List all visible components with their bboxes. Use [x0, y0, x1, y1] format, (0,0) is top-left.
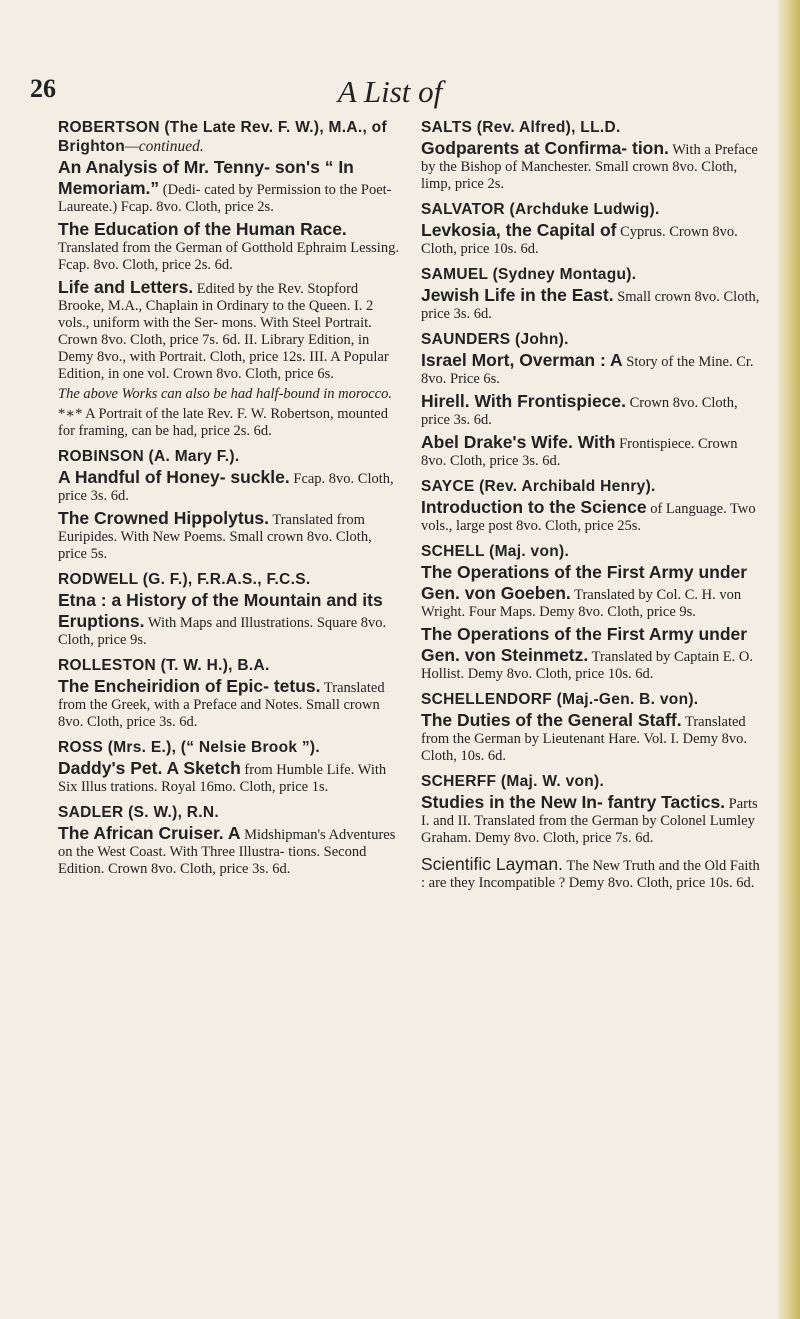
catalogue-entry [58, 656, 402, 731]
author-heading [58, 656, 402, 675]
book-listing [421, 710, 765, 765]
book-details: Small crown 8vo. Cloth, price 3s. 6d. [421, 289, 760, 322]
book-details: Fcap. 8vo. Cloth, price 3s. 6d. [58, 471, 394, 504]
catalogue-entry [421, 477, 765, 535]
catalogue-entry [58, 803, 402, 878]
book-listing [58, 157, 402, 216]
author-heading [58, 118, 402, 156]
book-listing [421, 285, 765, 323]
book-details: of Language. Two vols., large post 8vo. Cloth, price 25s. [421, 501, 756, 534]
catalogue-entry [421, 330, 765, 470]
book-title: Jewish Life in the East. [421, 285, 614, 305]
book-listing [421, 624, 765, 683]
book-details: With a Preface by the Bishop of Manchester. Small crown 8vo. Cloth, limp, price 2s. [421, 142, 758, 192]
book-details: from Humble Life. With Six Illus trations. Royal 16mo. Cloth, price 1s. [58, 762, 387, 795]
book-title: Introduction to the Science [421, 497, 647, 517]
author-name: ROSS (Mrs. E.), (“ Nelsie Brook ”). [58, 739, 320, 756]
book-details: Cyprus. Crown 8vo. Cloth, price 10s. 6d. [421, 224, 738, 257]
catalogue-entry [58, 118, 402, 440]
author-name: ROBINSON (A. Mary F.). [58, 448, 240, 465]
book-details: Translated from the German by Lieutenant Hare. Vol. I. Demy 8vo. Cloth, 10s. 6d. [421, 714, 748, 764]
author-heading [421, 690, 765, 709]
book-listing [421, 792, 765, 847]
author-name: SADLER (S. W.), R.N. [58, 804, 219, 821]
author-name: ROBERTSON (The Late Rev. F. W.), M.A., of Brighton [58, 119, 387, 155]
book-details: With Maps and Illustrations. Square 8vo. Cloth, price 9s. [58, 615, 387, 648]
book-listing [421, 138, 765, 193]
author-heading [421, 330, 765, 349]
book-title: Scientific Layman. [421, 854, 564, 874]
book-details: (Dedi- cated by Permission to the Poet- Laureate.) Fcap. 8vo. Cloth, price 2s. [58, 182, 392, 215]
book-title: Life and Letters. [58, 277, 194, 297]
author-name: SCHELLENDORF (Maj.-Gen. B. von). [421, 691, 699, 708]
author-name: SALVATOR (Archduke Ludwig). [421, 201, 660, 218]
author-heading [421, 118, 765, 137]
book-details: Story of the Mine. Cr. 8vo. Price 6s. [421, 354, 754, 387]
page-number: 26 [30, 74, 56, 103]
book-details: The New Truth and the Old Faith : are they Incompatible ? Demy 8vo. Cloth, price 10s. 6d. [421, 858, 760, 891]
entry-note: The above Works can also be had half-bound in morocco. [58, 386, 392, 402]
book-details: Translated by Col. C. H. von Wright. Four Maps. Demy 8vo. Cloth, price 9s. [421, 587, 742, 620]
catalogue-entry [421, 690, 765, 765]
book-listing [421, 350, 765, 388]
author-name: SCHELL (Maj. von). [421, 543, 570, 560]
author-heading [58, 738, 402, 757]
author-heading [421, 542, 765, 561]
book-title: The Encheiridion of Epic- tetus. [58, 676, 321, 696]
book-listing [421, 391, 765, 429]
book-listing [421, 562, 765, 621]
author-name: SAYCE (Rev. Archibald Henry). [421, 478, 656, 495]
author-name: SAMUEL (Sydney Montagu). [421, 266, 637, 283]
book-title: Israel Mort, Overman : A [421, 350, 623, 370]
continued-label: —continued. [124, 138, 204, 155]
book-listing [58, 590, 402, 649]
catalogue-entry [421, 118, 765, 193]
catalogue-entry [58, 738, 402, 796]
book-title: The Duties of the General Staff. [421, 710, 682, 730]
book-title: The Crowned Hippolytus. [58, 508, 269, 528]
book-listing [58, 277, 402, 383]
book-details: Crown 8vo. Cloth, price 3s. 6d. [421, 395, 738, 428]
author-name: SCHERFF (Maj. W. von). [421, 773, 605, 790]
book-listing [421, 854, 765, 892]
book-listing [58, 467, 402, 505]
book-details: Translated by Captain E. O. Hollist. Demy 8vo. Cloth, price 10s. 6d. [421, 649, 753, 682]
book-title: Daddy's Pet. A Sketch [58, 758, 241, 778]
book-listing [421, 432, 765, 470]
author-heading [58, 803, 402, 822]
author-heading [58, 447, 402, 466]
book-title: A Handful of Honey- suckle. [58, 467, 290, 487]
author-heading [421, 200, 765, 219]
book-listing [58, 823, 402, 878]
book-details: Translated from the Greek, with a Preface and Notes. Small crown 8vo. Cloth, price 3s. 6d. [58, 680, 385, 730]
author-heading [58, 570, 402, 589]
author-heading [421, 772, 765, 791]
author-heading [421, 477, 765, 496]
book-listing [421, 220, 765, 258]
right-column [421, 118, 765, 899]
book-title: The African Cruiser. A [58, 823, 241, 843]
book-title: The Education of the Human Race. [58, 219, 347, 239]
author-name: SALTS (Rev. Alfred), LL.D. [421, 119, 621, 136]
book-title: An Analysis of Mr. Tenny- son's “ In Memoriam.” [58, 157, 354, 198]
catalogue-entry [421, 542, 765, 683]
book-title: Godparents at Confirma- tion. [421, 138, 669, 158]
book-title: Abel Drake's Wife. With [421, 432, 616, 452]
book-title: The Operations of the First Army under Gen. von Steinmetz. [421, 624, 748, 665]
book-listing [58, 758, 402, 796]
book-listing [58, 676, 402, 731]
book-details: Edited by the Rev. Stopford Brooke, M.A., Chaplain in Ordinary to the Queen. I. 2 vols., uniform with the Ser- mons. With Steel Portrait. Crown 8vo. Cloth, price 7s. 6d. II. Library Edition, in Demy 8vo., with Portrait. Cloth, price 12s. III. A Popular Edition, in one vol. Crown 8vo. Cloth, price 6s. [58, 281, 389, 382]
book-details: Translated from Euripides. With New Poems. Small crown 8vo. Cloth, price 5s. [58, 512, 372, 562]
catalogue-entry [58, 447, 402, 563]
book-title: Levkosia, the Capital of [421, 220, 617, 240]
catalogue-entry [421, 265, 765, 323]
entry-note: *∗* A Portrait of the late Rev. F. W. Robertson, mounted for framing, can be had, price 2s. 6d. [58, 406, 388, 439]
page-edge [778, 0, 800, 1319]
catalogue-entry [58, 570, 402, 649]
catalogue-entry [421, 772, 765, 847]
book-details: Parts I. and II. Translated from the German by Colonel Lumley Graham. Demy 8vo. Cloth, price 7s. 6d. [421, 796, 758, 846]
running-title: A List of [337, 74, 443, 109]
book-listing [421, 497, 765, 535]
book-listing [58, 219, 402, 274]
catalogue-entry [421, 200, 765, 258]
book-details: Frontispiece. Crown 8vo. Cloth, price 3s. 6d. [421, 436, 738, 469]
book-listing [58, 508, 402, 563]
book-title: Studies in the New In- fantry Tactics. [421, 792, 726, 812]
left-column [58, 118, 402, 885]
book-title: Etna : a History of the Mountain and its Eruptions. [58, 590, 383, 631]
author-name: RODWELL (G. F.), F.R.A.S., F.C.S. [58, 571, 311, 588]
book-details: Midshipman's Adventures on the West Coast. With Three Illustra- tions. Second Edition. Crown 8vo. Cloth, price 3s. 6d. [58, 827, 396, 877]
page-header [0, 74, 780, 114]
book-title: The Operations of the First Army under Gen. von Goeben. [421, 562, 748, 603]
author-heading [421, 265, 765, 284]
author-name: SAUNDERS (John). [421, 331, 569, 348]
author-name: ROLLESTON (T. W. H.), B.A. [58, 657, 270, 674]
book-title: Hirell. With Frontispiece. [421, 391, 627, 411]
book-details: Translated from the German of Gotthold Ephraim Lessing. Fcap. 8vo. Cloth, price 2s. 6d. [58, 240, 399, 273]
catalogue-entry [421, 854, 765, 892]
